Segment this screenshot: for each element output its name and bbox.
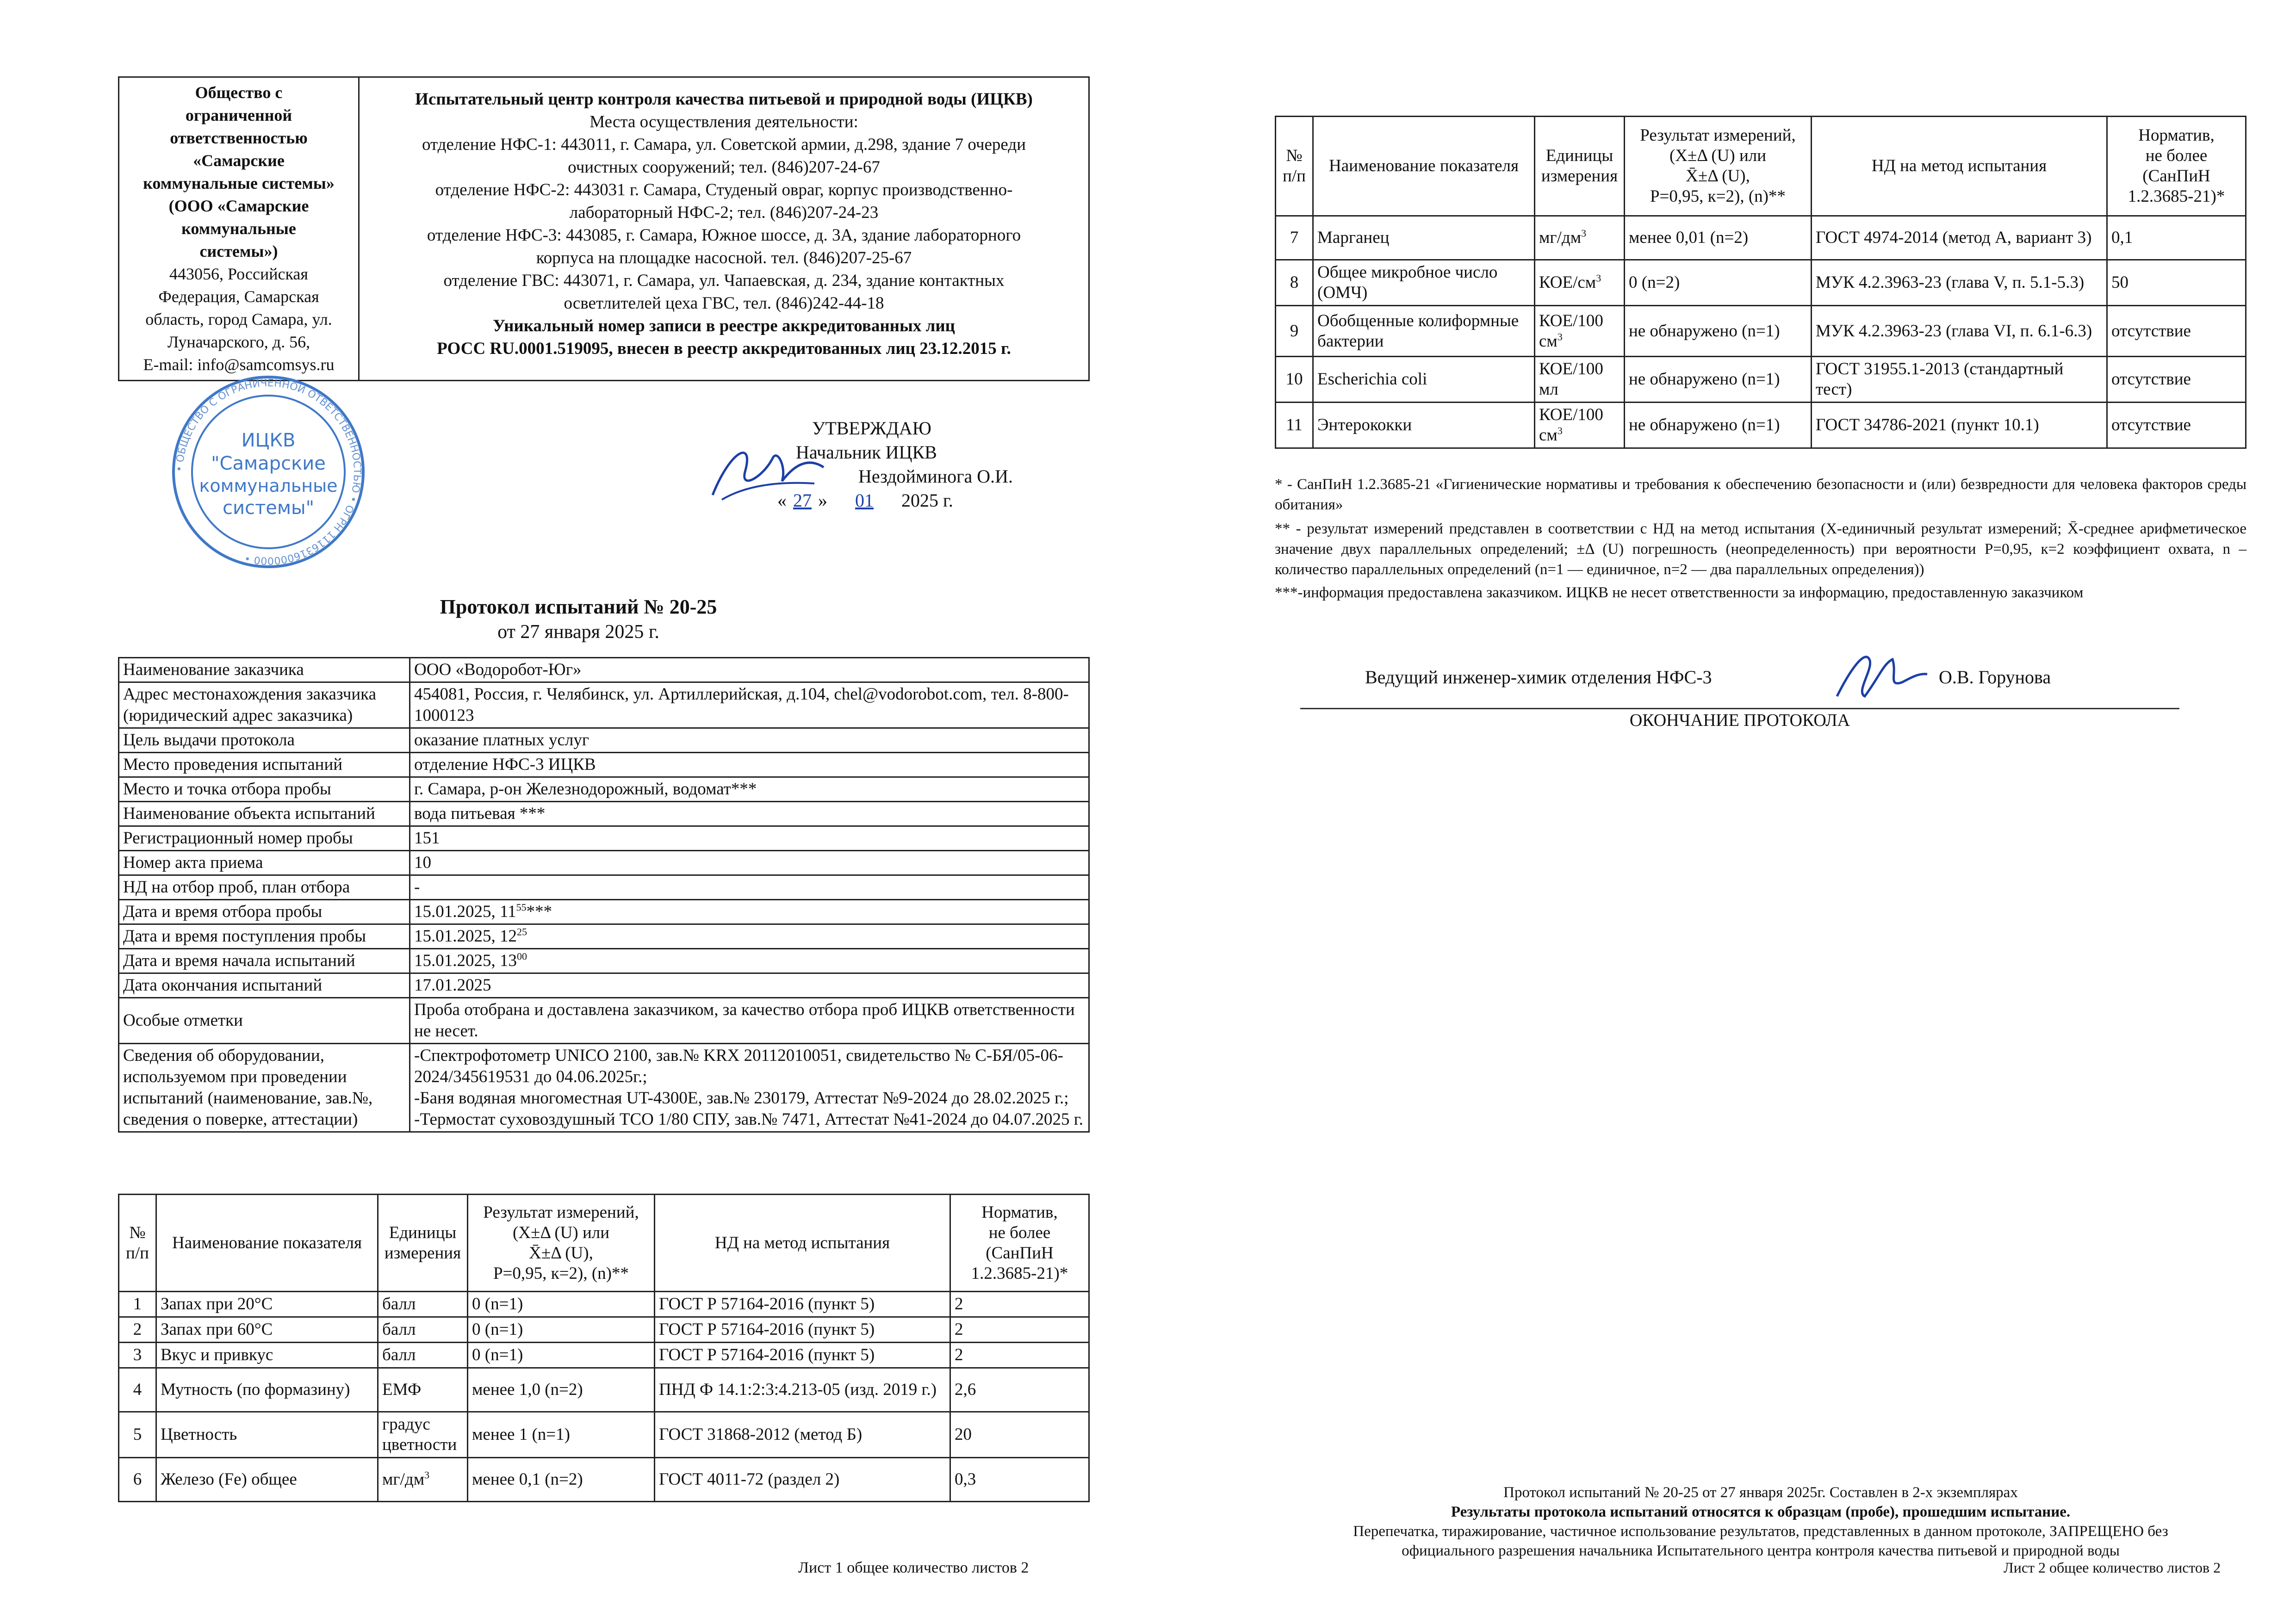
footnote-1: * - СанПиН 1.2.3685-21 «Гигиенические нормативы и требования к обеспечению безопасности и (или) безвредности для человека факторов среды обитания» — [1275, 476, 2246, 513]
director-signature — [703, 430, 842, 509]
result-method: ГОСТ 34786-2021 (пункт 10.1) — [1812, 403, 2107, 448]
result-indicator: Цветность — [156, 1412, 378, 1458]
info-value: ООО «Водоробот-Юг» — [410, 658, 1089, 682]
page-2-label: Лист 2 общее количество листов 2 — [2004, 1559, 2221, 1576]
result-value: 0 (n=2) — [1625, 260, 1812, 306]
result-value: менее 1,0 (n=2) — [468, 1368, 655, 1412]
result-row — [119, 1317, 1089, 1343]
col-unit: Единицы измерения — [378, 1195, 468, 1292]
col-norm: Норматив, не более (СанПиН 1.2.3685-21)* — [950, 1195, 1089, 1292]
info-row — [119, 682, 1089, 728]
result-method: МУК 4.2.3963-23 (глава V, п. 5.1-5.3) — [1812, 260, 2107, 306]
info-key: Регистрационный номер пробы — [119, 826, 410, 851]
result-method: ГОСТ 31868-2012 (метод Б) — [655, 1412, 950, 1458]
result-indicator: Обобщенные колиформные бактерии — [1313, 306, 1535, 357]
col-num: № п/п — [119, 1195, 156, 1292]
footnotes — [1275, 474, 2246, 603]
result-row — [1276, 306, 2246, 357]
result-value: не обнаружено (n=1) — [1625, 357, 1812, 403]
signature-divider — [1300, 708, 2179, 709]
info-key: Цель выдачи протокола — [119, 728, 410, 753]
footer-line-2: Результаты протокола испытаний относятся к образцам (пробе), прошедшим испытание. — [1451, 1504, 2071, 1520]
result-norm: 2 — [950, 1317, 1089, 1343]
result-norm: отсутствие — [2107, 306, 2246, 357]
stamp-line-3: коммунальные — [199, 476, 338, 496]
result-num: 1 — [119, 1292, 156, 1317]
info-key: Особые отметки — [119, 998, 410, 1044]
page-1-label: Лист 1 общее количество листов 2 — [798, 1559, 1029, 1576]
equipment-item: -Баня водяная многоместная UT-4300E, зав.№ 230179, Аттестат №9-2024 до 28.02.2025 г.; — [414, 1089, 1069, 1108]
results-table-2 — [1275, 116, 2246, 449]
info-value: 17.01.2025 — [410, 973, 1089, 998]
approve-date: « 27 » 01 2025 г. — [777, 490, 953, 511]
result-row — [1276, 260, 2246, 306]
result-method: МУК 4.2.3963-23 (глава VI, п. 6.1-6.3) — [1812, 306, 2107, 357]
info-key: Дата и время отбора пробы — [119, 900, 410, 924]
approve-label: УТВЕРЖДАЮ — [812, 418, 931, 439]
result-method: ГОСТ 31955.1-2013 (стандартный тест) — [1812, 357, 2107, 403]
info-key: Наименование объекта испытаний — [119, 802, 410, 826]
footer-line-4: официального разрешения начальника Испытательного центра контроля качества питьевой и природной воды — [1402, 1542, 2120, 1559]
result-value: 0 (n=1) — [468, 1317, 655, 1343]
equipment-item: -Термостат суховоздушный ТСО 1/80 СПУ, зав.№ 7471, Аттестат №41-2024 до 04.07.2025 г. — [414, 1110, 1083, 1129]
protocol-title-block — [324, 595, 833, 644]
equipment-row — [119, 1044, 1089, 1132]
equipment-list — [410, 1044, 1089, 1132]
result-num: 2 — [119, 1317, 156, 1343]
info-key: НД на отбор проб, план отбора — [119, 875, 410, 900]
footer-line-3: Перепечатка, тиражирование, частичное использование результатов, представленных в данном протоколе, ЗАПРЕЩЕНО без — [1353, 1523, 2168, 1540]
info-value: 10 — [410, 851, 1089, 875]
info-value: Проба отобрана и доставлена заказчиком, за качество отбора проб ИЦКВ ответственности не несет. — [410, 998, 1089, 1044]
organization-name-cell: Общество с ограниченной ответственностью «Самарские коммунальные системы» (ООО «Самарские коммунальные системы») 443056, Российская Федерация, Самарская область, город Самара, ул. Луначарского, д. 56, E-mail: info@samcomsys.ru — [119, 77, 359, 381]
info-value: отделение НФС-3 ИЦКВ — [410, 753, 1089, 777]
result-unit: КОЕ/100 $см^3$ — [1535, 306, 1625, 357]
results-table-1 — [118, 1194, 1090, 1502]
result-value: не обнаружено (n=1) — [1625, 403, 1812, 448]
result-norm: 2 — [950, 1343, 1089, 1368]
info-value: - — [410, 875, 1089, 900]
equipment-item: -Спектрофотометр UNICO 2100, зав.№ KRX 20112010051, свидетельство № С-БЯ/05-06-2024/345619531 до 04.06.2025г.; — [414, 1046, 1063, 1086]
result-indicator: Вкус и привкус — [156, 1343, 378, 1368]
col-method: НД на метод испытания — [655, 1195, 950, 1292]
result-row — [1276, 357, 2246, 403]
result-indicator: Escherichia coli — [1313, 357, 1535, 403]
info-row — [119, 973, 1089, 998]
organization-address: 443056, Российская Федерация, Самарская область, город Самара, ул. Луначарского, д. 56, E-mail: info@samcomsys.ru — [143, 265, 335, 374]
info-row — [119, 924, 1089, 949]
signature-name: О.В. Горунова — [1939, 667, 2051, 688]
info-row — [119, 802, 1089, 826]
result-method: ПНД Ф 14.1:2:3:4.213-05 (изд. 2019 г.) — [655, 1368, 950, 1412]
info-key: Номер акта приема — [119, 851, 410, 875]
result-num: 8 — [1276, 260, 1313, 306]
testing-center-cell: Испытательный центр контроля качества питьевой и природной воды (ИЦКВ) Места осуществления деятельности: отделение НФС-1: 443011, г. Самара, ул. Советской армии, д.298, здание 7 очереди очистных сооружений; тел. (846)207-24-67 отделение НФС-2: 443031 г. Самара, Студеный овраг, корпус производственно- лабораторный НФС-2; тел. (846)207-24-23 отделение НФС-3: 443085, г. Самара, Южное шоссе, д. 3А, здание лабораторного корпуса на площадке насосной. тел. (846)207-25-67 отделение ГВС: 443071, г. Самара, ул. Чапаевская, д. 234, здание контактных осветлителей цеха ГВС, тел. (846)242-44-18 Уникальный номер записи в реестре аккредитованных лиц РОСС RU.0001.519095, внесен в реестр аккредитованных лиц 23.12.2015 г. — [359, 77, 1089, 381]
result-indicator: Запах при 20°С — [156, 1292, 378, 1317]
result-unit: балл — [378, 1292, 468, 1317]
result-indicator: Энтерококки — [1313, 403, 1535, 448]
result-unit: КОЕ/$см^3$ — [1535, 260, 1625, 306]
col-result: Результат измерений, (X±Δ (U) или X̄±Δ (U), Р=0,95, к=2), (n)** — [468, 1195, 655, 1292]
result-unit: градус цветности — [378, 1412, 468, 1458]
protocol-date: от 27 января 2025 г. — [497, 621, 659, 643]
result-indicator: Марганец — [1313, 216, 1535, 260]
result-num: 9 — [1276, 306, 1313, 357]
result-method: ГОСТ 4011-72 (раздел 2) — [655, 1458, 950, 1502]
info-row — [119, 826, 1089, 851]
result-num: 3 — [119, 1343, 156, 1368]
info-key: Дата и время начала испытаний — [119, 949, 410, 973]
info-key: Дата и время поступления пробы — [119, 924, 410, 949]
result-row — [119, 1412, 1089, 1458]
result-indicator: Общее микробное число (ОМЧ) — [1313, 260, 1535, 306]
result-row — [119, 1458, 1089, 1502]
footnote-3: ***-информация предоставлена заказчиком. ИЦКВ не несет ответственности за информацию, предоставленную заказчиком — [1275, 584, 2084, 601]
info-key: Адрес местонахождения заказчика (юридический адрес заказчика) — [119, 682, 410, 728]
result-unit: $мг/дм^3$ — [378, 1458, 468, 1502]
approve-name: Нездойминога О.И. — [858, 466, 1013, 487]
result-value: менее 0,01 (n=2) — [1625, 216, 1812, 260]
info-key: Место и точка отбора пробы — [119, 777, 410, 802]
engineer-signature — [1828, 641, 1934, 706]
info-value: оказание платных услуг — [410, 728, 1089, 753]
signature-position: Ведущий инженер-химик отделения НФС-3 — [1365, 667, 1712, 688]
info-row — [119, 658, 1089, 682]
stamp-line-2: "Самарские — [211, 453, 326, 474]
stamp-line-4: системы" — [222, 497, 315, 519]
result-value: не обнаружено (n=1) — [1625, 306, 1812, 357]
result-value: менее 1 (n=1) — [468, 1412, 655, 1458]
info-value: 454081, Россия, г. Челябинск, ул. Артиллерийская, д.104, chel@vodorobot.com, тел. 8-800-1000123 — [410, 682, 1089, 728]
info-row — [119, 875, 1089, 900]
results-header-row-2: № п/п Наименование показателя Единицы измерения Результат измерений, (X±Δ (U) или X̄±Δ (U), Р=0,95, к=2), (n)** НД на метод испытания Норматив, не более (СанПиН 1.2.3685-21)* — [1276, 117, 2246, 216]
info-row — [119, 777, 1089, 802]
result-norm: 0,1 — [2107, 216, 2246, 260]
info-value: 15.01.2025, $13^{00}$ — [410, 949, 1089, 973]
result-unit: ЕМФ — [378, 1368, 468, 1412]
info-value: 15.01.2025, $12^{25}$ — [410, 924, 1089, 949]
result-norm: 20 — [950, 1412, 1089, 1458]
result-num: 11 — [1276, 403, 1313, 448]
result-row — [1276, 216, 2246, 260]
info-row — [119, 949, 1089, 973]
info-key: Наименование заказчика — [119, 658, 410, 682]
result-value: 0 (n=1) — [468, 1343, 655, 1368]
result-num: 10 — [1276, 357, 1313, 403]
result-norm: 50 — [2107, 260, 2246, 306]
approve-position: Начальник ИЦКВ — [796, 442, 937, 463]
info-row — [119, 851, 1089, 875]
svg-text:• ОБЩЕСТВО С ОГРАНИЧЕННОЙ ОТВЕ: • ОБЩЕСТВО С ОГРАНИЧЕННОЙ ОТВЕТСТВЕННОСТЬЮ • ОГРН 1116316000000 • — [174, 377, 363, 567]
result-row — [119, 1343, 1089, 1368]
result-unit: КОЕ/100 $см^3$ — [1535, 403, 1625, 448]
result-value: менее 0,1 (n=2) — [468, 1458, 655, 1502]
footer-line-1: Протокол испытаний № 20-25 от 27 января 2025г. Составлен в 2-х экземплярах — [1503, 1484, 2018, 1501]
equipment-key: Сведения об оборудовании, используемом при проведении испытаний (наименование, зав.№, сведения о поверке, аттестации) — [119, 1044, 410, 1132]
info-value: 15.01.2025, $11^{55}***$ — [410, 900, 1089, 924]
result-num: 4 — [119, 1368, 156, 1412]
result-unit: балл — [378, 1343, 468, 1368]
end-of-protocol: ОКОНЧАНИЕ ПРОТОКОЛА — [1629, 711, 1850, 730]
result-norm: 2 — [950, 1292, 1089, 1317]
info-row — [119, 753, 1089, 777]
info-value: г. Самара, р-он Железнодорожный, водомат*** — [410, 777, 1089, 802]
stamp-line-1: ИЦКВ — [241, 430, 296, 451]
sample-info-table — [118, 657, 1090, 1133]
result-num: 6 — [119, 1458, 156, 1502]
protocol-footer — [1275, 1483, 2246, 1561]
result-indicator: Мутность (по формазину) — [156, 1368, 378, 1412]
col-name: Наименование показателя — [156, 1195, 378, 1292]
result-unit: КОЕ/100 мл — [1535, 357, 1625, 403]
footnote-2: ** - результат измерений представлен в соответствии с НД на метод испытания (Х-единичный результат измерений; X̄-среднее арифметическое значение двух параллельных определений; ±Δ (U) погрешность (неопределенность) при вероятности Р=0,95, к=2 коэффициент охвата, n – количество параллельных определений (n=1 — единичное, n=2 — два параллельных определения)) — [1275, 520, 2246, 578]
result-norm: 0,3 — [950, 1458, 1089, 1502]
info-row — [119, 998, 1089, 1044]
result-method: ГОСТ Р 57164-2016 (пункт 5) — [655, 1343, 950, 1368]
result-row — [119, 1292, 1089, 1317]
result-num: 5 — [119, 1412, 156, 1458]
info-key: Место проведения испытаний — [119, 753, 410, 777]
result-unit: балл — [378, 1317, 468, 1343]
result-method: ГОСТ Р 57164-2016 (пункт 5) — [655, 1292, 950, 1317]
testing-center-title: Испытательный центр контроля качества питьевой и природной воды (ИЦКВ) — [415, 90, 1033, 109]
results-header-row — [119, 1195, 1089, 1292]
result-norm: отсутствие — [2107, 357, 2246, 403]
result-row — [119, 1368, 1089, 1412]
result-value: 0 (n=1) — [468, 1292, 655, 1317]
result-num: 7 — [1276, 216, 1313, 260]
result-method: ГОСТ Р 57164-2016 (пункт 5) — [655, 1317, 950, 1343]
organization-header — [118, 76, 1090, 381]
result-norm: 2,6 — [950, 1368, 1089, 1412]
result-norm: отсутствие — [2107, 403, 2246, 448]
result-method: ГОСТ 4974-2014 (метод А, вариант 3) — [1812, 216, 2107, 260]
info-value: вода питьевая *** — [410, 802, 1089, 826]
info-value: 151 — [410, 826, 1089, 851]
result-indicator: Железо (Fe) общее — [156, 1458, 378, 1502]
info-row — [119, 728, 1089, 753]
result-indicator: Запах при 60°С — [156, 1317, 378, 1343]
info-row — [119, 900, 1089, 924]
info-key: Дата окончания испытаний — [119, 973, 410, 998]
result-row — [1276, 403, 2246, 448]
round-stamp — [169, 372, 368, 571]
protocol-title: Протокол испытаний № 20-25 — [440, 595, 717, 618]
result-unit: $мг/дм^3$ — [1535, 216, 1625, 260]
